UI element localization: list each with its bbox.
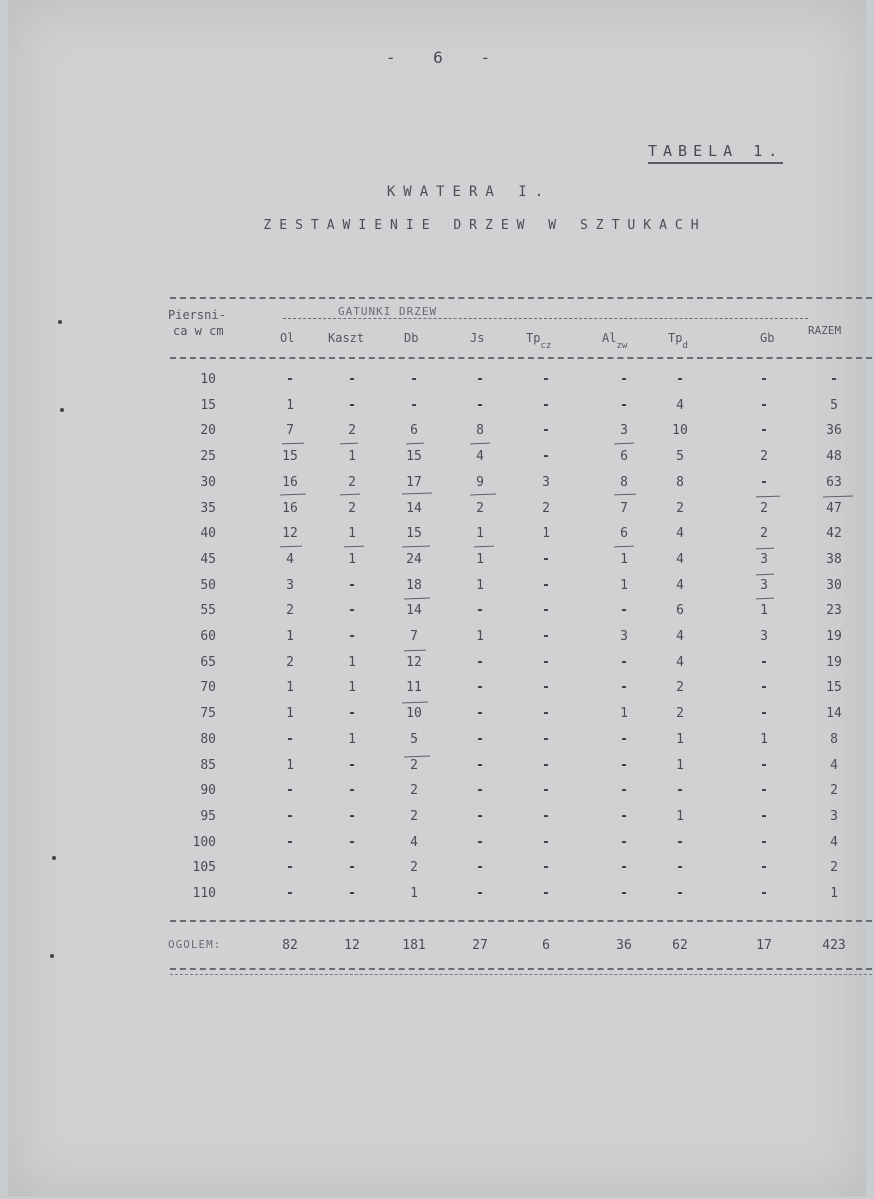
diameter-cell: 50 <box>200 577 216 593</box>
table-cell: - <box>542 397 550 413</box>
table-cell: 4 <box>476 449 484 465</box>
table-cell: 14 <box>406 500 422 516</box>
pen-mark <box>402 492 432 494</box>
table-cell: 3 <box>620 629 628 644</box>
col-header-ol: Ol <box>280 331 295 345</box>
table-cell: 11 <box>406 680 422 696</box>
row-total-cell: 30 <box>826 577 842 593</box>
total-cell: 82 <box>282 938 298 953</box>
total-cell: 181 <box>402 938 426 953</box>
row-total-cell: 48 <box>826 449 842 465</box>
table-cell: 17 <box>406 474 422 490</box>
table-cell: - <box>620 372 628 387</box>
document-page <box>8 0 866 1196</box>
bottom-rule-2 <box>170 974 872 975</box>
table-cell: - <box>286 834 294 850</box>
table-cell: - <box>620 680 628 696</box>
table-cell: - <box>676 860 684 876</box>
table-cell: 1 <box>286 397 294 413</box>
table-cell: - <box>348 629 356 644</box>
table-cell: 1 <box>410 886 418 901</box>
table-cell: 1 <box>286 629 294 644</box>
table-cell: 2 <box>542 500 550 516</box>
table-cell: 1 <box>348 680 356 696</box>
table-cell: 2 <box>676 680 684 696</box>
diameter-cell: 55 <box>200 603 216 619</box>
table-cell: - <box>476 808 484 824</box>
total-cell: 17 <box>756 938 772 953</box>
table-cell: 2 <box>676 706 684 722</box>
pen-mark <box>756 598 774 600</box>
table-cell: 7 <box>286 423 294 439</box>
pen-mark <box>756 574 774 576</box>
table-cell: - <box>760 474 768 490</box>
table-cell: - <box>542 551 550 567</box>
row-total-cell: 8 <box>830 731 838 747</box>
table-cell: 4 <box>286 551 294 567</box>
pen-mark <box>756 548 774 550</box>
table-cell: - <box>760 757 768 773</box>
table-cell: - <box>620 397 628 413</box>
table-cell: 1 <box>476 526 484 542</box>
table-cell: - <box>348 783 356 799</box>
table-cell: 3 <box>760 551 768 567</box>
total-cell: 62 <box>672 938 688 953</box>
pen-mark <box>340 494 360 496</box>
pen-mark <box>614 546 634 548</box>
pen-mark <box>756 496 780 498</box>
diameter-cell: 100 <box>192 834 216 850</box>
diameter-cell: 80 <box>200 731 216 747</box>
table-cell: - <box>542 680 550 696</box>
table-cell: 1 <box>760 731 768 747</box>
diameter-cell: 40 <box>200 526 216 542</box>
table-cell: 2 <box>676 500 684 516</box>
table-cell: 4 <box>676 551 684 567</box>
pen-mark <box>474 546 494 548</box>
table-cell: 6 <box>410 423 418 439</box>
table-cell: - <box>620 886 628 901</box>
pen-mark <box>282 443 304 445</box>
table-cell: - <box>760 423 768 439</box>
table-cell: - <box>620 731 628 747</box>
diameter-cell: 35 <box>200 500 216 516</box>
table-cell: - <box>676 372 684 387</box>
species-group-rule <box>283 318 808 319</box>
table-cell: 3 <box>620 423 628 439</box>
diameter-header-line1: Piersni- <box>168 308 226 322</box>
table-cell: - <box>620 860 628 876</box>
table-cell: 1 <box>348 526 356 542</box>
table-cell: 18 <box>406 577 422 593</box>
table-cell: - <box>542 834 550 850</box>
row-total-cell: 4 <box>830 757 838 773</box>
table-cell: - <box>476 603 484 619</box>
table-cell: 4 <box>676 526 684 542</box>
diameter-cell: 95 <box>200 808 216 824</box>
table-cell: - <box>348 757 356 773</box>
table-cell: 4 <box>676 654 684 670</box>
table-cell: 2 <box>760 526 768 542</box>
table-cell: - <box>760 372 768 387</box>
table-cell: 2 <box>760 449 768 465</box>
table-cell: 3 <box>286 577 294 593</box>
row-total-cell: 63 <box>826 474 842 490</box>
table-cell: - <box>286 860 294 876</box>
pen-mark <box>406 443 424 445</box>
row-total-cell: 4 <box>830 834 838 850</box>
table-cell: 6 <box>620 526 628 542</box>
table-cell: 1 <box>620 577 628 593</box>
table-cell: - <box>620 603 628 619</box>
table-cell: - <box>348 603 356 619</box>
table-cell: 1 <box>760 603 768 619</box>
total-cell: 36 <box>616 938 632 953</box>
table-cell: - <box>542 808 550 824</box>
pen-mark <box>404 598 430 600</box>
table-cell: - <box>476 680 484 696</box>
totals-top-rule <box>170 920 872 922</box>
table-cell: 2 <box>410 860 418 876</box>
table-cell: 2 <box>348 474 356 490</box>
table-subtitle: ZESTAWIENIE DRZEW W SZTUKACH <box>263 218 707 233</box>
row-total-cell: 19 <box>826 654 842 670</box>
page-number: - 6 - <box>385 48 505 67</box>
table-cell: 4 <box>676 629 684 644</box>
table-cell: 2 <box>410 808 418 824</box>
table-cell: 6 <box>620 449 628 465</box>
col-header-tpcz: $Tp_{cz}$ <box>526 331 552 351</box>
table-cell: 15 <box>406 526 422 542</box>
diameter-cell: 20 <box>200 423 216 439</box>
diameter-header-line2: ca w cm <box>173 324 224 338</box>
table-cell: - <box>620 808 628 824</box>
table-cell: 1 <box>348 731 356 747</box>
pen-mark <box>404 650 426 652</box>
row-total-cell: 23 <box>826 603 842 619</box>
table-cell: 12 <box>282 526 298 542</box>
table-cell: - <box>476 397 484 413</box>
table-cell: 8 <box>676 474 684 490</box>
table-cell: 4 <box>676 397 684 413</box>
table-cell: 1 <box>676 757 684 773</box>
row-total-cell: 14 <box>826 706 842 722</box>
table-cell: - <box>476 834 484 850</box>
table-cell: - <box>286 886 294 901</box>
table-cell: 14 <box>406 603 422 619</box>
table-cell: - <box>542 423 550 439</box>
table-cell: - <box>286 372 294 387</box>
table-cell: 15 <box>282 449 298 465</box>
species-group-header: GATUNKI DRZEW <box>338 305 438 318</box>
diameter-cell: 85 <box>200 757 216 773</box>
row-total-cell: 1 <box>830 886 838 901</box>
table-cell: 2 <box>760 500 768 516</box>
table-cell: 2 <box>410 757 418 773</box>
table-cell: 6 <box>676 603 684 619</box>
table-cell: - <box>676 834 684 850</box>
bottom-rule <box>170 968 872 970</box>
diameter-cell: 10 <box>200 372 216 387</box>
table-cell: - <box>348 808 356 824</box>
table-cell: - <box>760 654 768 670</box>
pen-mark <box>344 546 364 548</box>
table-cell: - <box>676 783 684 799</box>
diameter-cell: 15 <box>200 397 216 413</box>
table-cell: 1 <box>676 808 684 824</box>
table-cell: - <box>476 757 484 773</box>
table-cell: 2 <box>348 423 356 439</box>
table-cell: - <box>348 577 356 593</box>
table-cell: - <box>286 783 294 799</box>
margin-dot <box>52 856 56 860</box>
table-cell: 2 <box>286 603 294 619</box>
row-total-cell: 38 <box>826 551 842 567</box>
table-cell: 4 <box>676 577 684 593</box>
table-cell: 1 <box>676 731 684 747</box>
table-cell: - <box>542 372 550 387</box>
table-cell: - <box>760 886 768 901</box>
diameter-cell: 60 <box>200 629 216 644</box>
pen-mark <box>280 494 306 496</box>
table-cell: - <box>348 834 356 850</box>
table-cell: 8 <box>620 474 628 490</box>
table-title: KWATERA I. <box>386 184 552 200</box>
table-cell: 1 <box>620 706 628 722</box>
table-cell: 15 <box>406 449 422 465</box>
margin-dot <box>50 954 54 958</box>
table-cell: - <box>542 706 550 722</box>
table-cell: 1 <box>286 757 294 773</box>
table-cell: 5 <box>676 449 684 465</box>
table-cell: 1 <box>542 526 550 542</box>
table-cell: 1 <box>348 449 356 465</box>
pen-mark <box>614 443 634 445</box>
table-cell: - <box>476 886 484 901</box>
pen-mark <box>823 495 853 497</box>
col-header-gb: Gb <box>760 331 775 345</box>
diameter-cell: 65 <box>200 654 216 670</box>
pen-mark <box>340 443 358 445</box>
row-total-cell: 2 <box>830 860 838 876</box>
diameter-cell: 70 <box>200 680 216 696</box>
margin-dot <box>58 320 62 324</box>
table-cell: - <box>476 654 484 670</box>
top-rule <box>170 297 872 299</box>
table-cell: - <box>348 706 356 722</box>
table-cell: - <box>542 577 550 593</box>
table-cell: - <box>348 397 356 413</box>
table-cell: 1 <box>286 680 294 696</box>
table-cell: 9 <box>476 474 484 490</box>
table-cell: 24 <box>406 551 422 567</box>
row-total-cell: 42 <box>826 526 842 542</box>
table-cell: 4 <box>410 834 418 850</box>
row-total-cell: 19 <box>826 629 842 644</box>
margin-dot <box>60 408 64 412</box>
pen-mark <box>614 494 636 496</box>
table-cell: - <box>348 372 356 387</box>
table-cell: 1 <box>348 654 356 670</box>
row-total-cell: 5 <box>830 397 838 413</box>
table-cell: - <box>620 834 628 850</box>
header-bottom-rule <box>170 357 872 359</box>
table-cell: - <box>476 731 484 747</box>
table-cell: 3 <box>542 474 550 490</box>
table-cell: 1 <box>620 551 628 567</box>
row-total-cell: - <box>830 372 838 387</box>
col-header-db: Db <box>404 331 419 345</box>
diameter-cell: 25 <box>200 449 216 465</box>
table-cell: 8 <box>476 423 484 439</box>
table-cell: - <box>348 860 356 876</box>
table-cell: 3 <box>760 629 768 644</box>
table-cell: - <box>476 706 484 722</box>
table-cell: 1 <box>476 629 484 644</box>
table-cell: 7 <box>410 629 418 644</box>
pen-mark <box>402 546 430 548</box>
table-cell: 2 <box>410 783 418 799</box>
table-cell: - <box>620 783 628 799</box>
row-total-cell: 15 <box>826 680 842 696</box>
table-cell: 16 <box>282 500 298 516</box>
total-cell: 27 <box>472 938 488 953</box>
col-header-tpd: $Tp_d$ <box>668 331 688 351</box>
table-cell: - <box>476 783 484 799</box>
diameter-cell: 90 <box>200 783 216 799</box>
total-cell: 12 <box>344 938 360 953</box>
diameter-cell: 30 <box>200 474 216 490</box>
table-cell: - <box>760 783 768 799</box>
table-cell: 1 <box>476 551 484 567</box>
table-cell: - <box>286 808 294 824</box>
table-cell: - <box>760 808 768 824</box>
table-cell: - <box>542 783 550 799</box>
totals-label: OGOLEM: <box>168 938 222 951</box>
table-cell: 2 <box>286 654 294 670</box>
table-cell: - <box>542 449 550 465</box>
table-cell: - <box>286 731 294 747</box>
table-cell: - <box>760 860 768 876</box>
table-cell: 12 <box>406 654 422 670</box>
diameter-cell: 110 <box>192 886 216 901</box>
table-cell: 2 <box>348 500 356 516</box>
table-cell: - <box>542 603 550 619</box>
table-cell: - <box>476 860 484 876</box>
table-cell: 1 <box>286 706 294 722</box>
table-cell: - <box>410 372 418 387</box>
pen-mark <box>470 494 496 496</box>
table-cell: 1 <box>476 577 484 593</box>
row-total-cell: 3 <box>830 808 838 824</box>
table-cell: - <box>676 886 684 901</box>
table-cell: - <box>542 654 550 670</box>
col-header-razem: RAZEM <box>808 324 842 337</box>
table-cell: - <box>760 834 768 850</box>
table-cell: - <box>348 886 356 901</box>
table-cell: - <box>542 860 550 876</box>
col-header-alzw: $Al_{zw}$ <box>602 331 628 351</box>
table-cell: - <box>620 757 628 773</box>
total-cell: 6 <box>542 938 550 953</box>
table-id: TABELA 1. <box>648 142 783 164</box>
diameter-cell: 45 <box>200 551 216 567</box>
pen-mark <box>470 443 490 445</box>
row-total-cell: 2 <box>830 783 838 799</box>
grand-total-cell: 423 <box>822 938 846 953</box>
table-cell: - <box>542 886 550 901</box>
table-cell: - <box>476 372 484 387</box>
table-cell: 10 <box>406 706 422 722</box>
table-cell: 2 <box>476 500 484 516</box>
table-cell: 10 <box>672 423 688 439</box>
diameter-cell: 105 <box>192 860 216 876</box>
table-cell: - <box>542 629 550 644</box>
table-cell: - <box>410 397 418 413</box>
table-cell: - <box>542 731 550 747</box>
table-cell: 5 <box>410 731 418 747</box>
table-cell: - <box>542 757 550 773</box>
table-cell: - <box>760 680 768 696</box>
col-header-js: Js <box>470 331 485 345</box>
row-total-cell: 47 <box>826 500 842 516</box>
table-cell: 1 <box>348 551 356 567</box>
col-header-kaszt: Kaszt <box>328 331 365 345</box>
diameter-cell: 75 <box>200 706 216 722</box>
pen-mark <box>402 702 428 704</box>
pen-mark <box>280 546 302 548</box>
table-cell: 3 <box>760 577 768 593</box>
table-cell: 16 <box>282 474 298 490</box>
table-cell: - <box>760 397 768 413</box>
row-total-cell: 36 <box>826 423 842 439</box>
table-cell: - <box>760 706 768 722</box>
table-cell: - <box>620 654 628 670</box>
table-cell: 7 <box>620 500 628 516</box>
